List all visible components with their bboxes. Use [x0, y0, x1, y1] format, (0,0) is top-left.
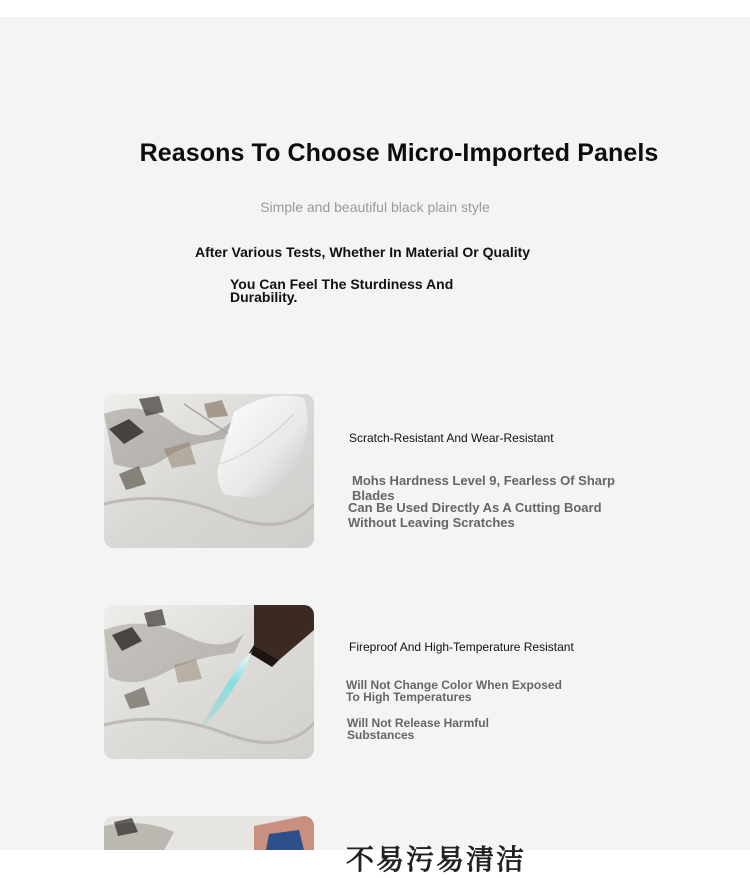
feature-2-line-2: Will Not Release Harmful Substances [347, 716, 489, 742]
feature-2-line-1: Will Not Change Color When Exposed To High Temperatures [346, 678, 562, 704]
cloth-marble-image [104, 816, 314, 850]
knife-marble-image [104, 394, 314, 548]
feature-1-line-1: Mohs Hardness Level 9, Fearless Of Sharp Blades [352, 473, 615, 503]
intro-line-2: You Can Feel The Sturdiness And Durability. [230, 276, 454, 305]
feature-1-title: Scratch-Resistant And Wear-Resistant [349, 431, 554, 445]
feature-3-title: 不易污易清洁 [346, 844, 527, 875]
knife-marble-illustration [104, 394, 314, 548]
feature-1-line-2: Can Be Used Directly As A Cutting Board Without Leaving Scratches [348, 500, 602, 530]
cloth-marble-illustration [104, 816, 314, 850]
page-subtitle: Simple and beautiful black plain style [260, 199, 490, 215]
page-title: Reasons To Choose Micro-Imported Panels [139, 139, 659, 167]
torch-marble-image [104, 605, 314, 759]
feature-2-title: Fireproof And High-Temperature Resistant [349, 640, 574, 654]
torch-marble-illustration [104, 605, 314, 759]
intro-line-1: After Various Tests, Whether In Material Or Quality [195, 244, 531, 260]
